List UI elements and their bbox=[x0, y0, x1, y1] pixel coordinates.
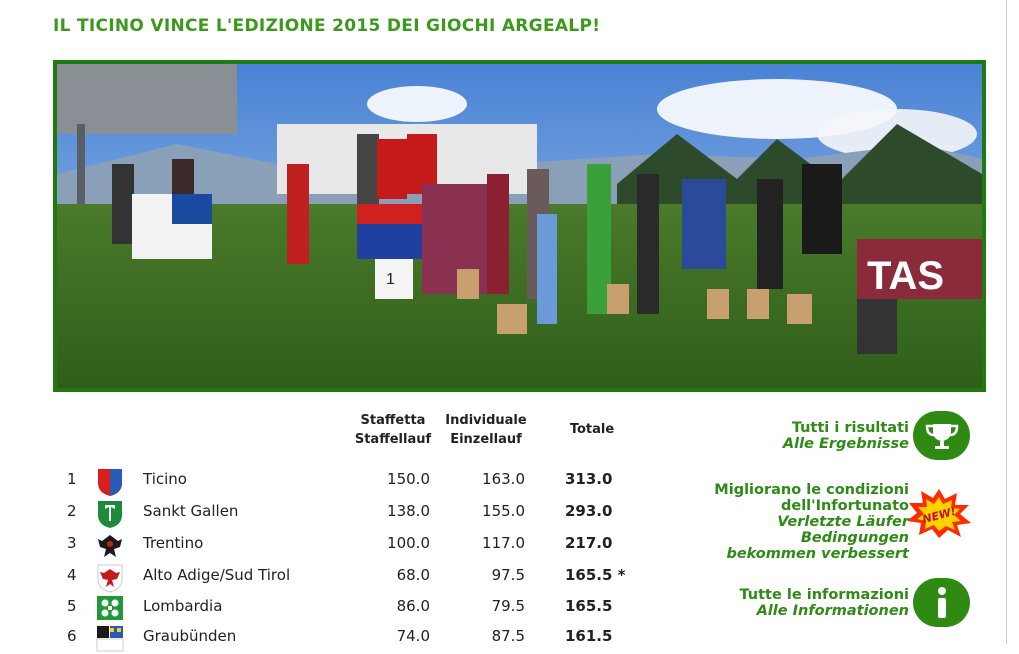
total-score: 217.0 bbox=[565, 534, 613, 552]
new-badge-icon bbox=[905, 487, 973, 539]
photo-banner-text: TAS bbox=[867, 254, 945, 298]
table-row bbox=[60, 592, 660, 620]
rank: 6 bbox=[67, 627, 77, 645]
trophy-icon bbox=[925, 421, 959, 451]
ticino-crest-icon bbox=[96, 467, 124, 497]
trentino-eagle-icon bbox=[96, 531, 124, 561]
header-relay-de: Staffellauf bbox=[354, 432, 432, 447]
rank: 1 bbox=[67, 470, 77, 488]
team-name: Alto Adige/Sud Tirol bbox=[143, 566, 291, 584]
injured-runner-news-link[interactable] bbox=[714, 482, 909, 562]
graubuenden-crest-icon bbox=[96, 624, 124, 654]
relay-score: 68.0 bbox=[396, 566, 430, 584]
injured-de-line3: bekommen verbessert bbox=[726, 546, 909, 562]
lombardia-rose-icon bbox=[96, 594, 124, 624]
trophy-button[interactable] bbox=[913, 411, 970, 460]
rank: 5 bbox=[67, 597, 77, 615]
total-score: 165.5 * bbox=[565, 566, 626, 584]
all-info-it: Tutte le informazioni bbox=[739, 587, 909, 603]
injured-it-line2: dell'Infortunato bbox=[781, 498, 909, 514]
relay-score: 100.0 bbox=[387, 534, 430, 552]
team-name: Trentino bbox=[143, 534, 204, 552]
individual-score: 97.5 bbox=[491, 566, 525, 584]
alto-adige-crest-icon bbox=[96, 563, 124, 593]
individual-score: 87.5 bbox=[491, 627, 525, 645]
table-row bbox=[60, 497, 660, 525]
injured-de-line2: Bedingungen bbox=[800, 530, 909, 546]
team-name: Lombardia bbox=[143, 597, 223, 615]
individual-score: 117.0 bbox=[482, 534, 525, 552]
total-score: 293.0 bbox=[565, 502, 613, 520]
individual-score: 163.0 bbox=[482, 470, 525, 488]
team-name: Sankt Gallen bbox=[143, 502, 239, 520]
all-results-de: Alle Ergebnisse bbox=[782, 436, 909, 452]
individual-score: 155.0 bbox=[482, 502, 525, 520]
new-badge-text: NEW! bbox=[921, 504, 958, 527]
total-score: 161.5 bbox=[565, 627, 613, 645]
header-total-label: Totale bbox=[569, 422, 615, 437]
info-button[interactable] bbox=[913, 578, 970, 627]
header-relay bbox=[353, 411, 433, 449]
info-icon bbox=[932, 586, 952, 620]
all-info-de: Alle Informationen bbox=[756, 603, 909, 619]
table-row bbox=[60, 622, 660, 650]
header-individual bbox=[440, 411, 532, 449]
header-relay-it: Staffetta bbox=[360, 413, 426, 428]
relay-score: 86.0 bbox=[396, 597, 430, 615]
photo-podium-number: 1 bbox=[386, 271, 395, 288]
rank: 4 bbox=[67, 566, 77, 584]
all-results-link[interactable] bbox=[783, 420, 909, 452]
relay-score: 150.0 bbox=[387, 470, 430, 488]
page-right-border bbox=[1006, 0, 1007, 644]
relay-score: 74.0 bbox=[396, 627, 430, 645]
rank: 3 bbox=[67, 534, 77, 552]
total-score: 165.5 bbox=[565, 597, 613, 615]
header-individual-it: Individuale bbox=[445, 413, 527, 428]
total-score: 313.0 bbox=[565, 470, 613, 488]
relay-score: 138.0 bbox=[387, 502, 430, 520]
page-headline: IL TICINO VINCE L'EDIZIONE 2015 DEI GIOCHI ARGEALP! bbox=[53, 16, 601, 36]
injured-de-line1: Verletzte Läufer bbox=[777, 514, 909, 530]
individual-score: 79.5 bbox=[491, 597, 525, 615]
team-name: Graubünden bbox=[143, 627, 237, 645]
rank: 2 bbox=[67, 502, 77, 520]
header-total bbox=[560, 420, 624, 439]
table-row bbox=[60, 465, 660, 493]
team-photo[interactable] bbox=[53, 60, 986, 392]
injured-it-line1: Migliorano le condizioni bbox=[714, 482, 909, 498]
all-info-link[interactable] bbox=[740, 587, 910, 619]
header-individual-de: Einzellauf bbox=[450, 432, 522, 447]
team-photo-image bbox=[57, 64, 982, 388]
sankt-gallen-crest-icon bbox=[96, 499, 124, 529]
table-row bbox=[60, 561, 660, 589]
team-name: Ticino bbox=[143, 470, 187, 488]
all-results-it: Tutti i risultati bbox=[791, 420, 909, 436]
table-row bbox=[60, 529, 660, 557]
